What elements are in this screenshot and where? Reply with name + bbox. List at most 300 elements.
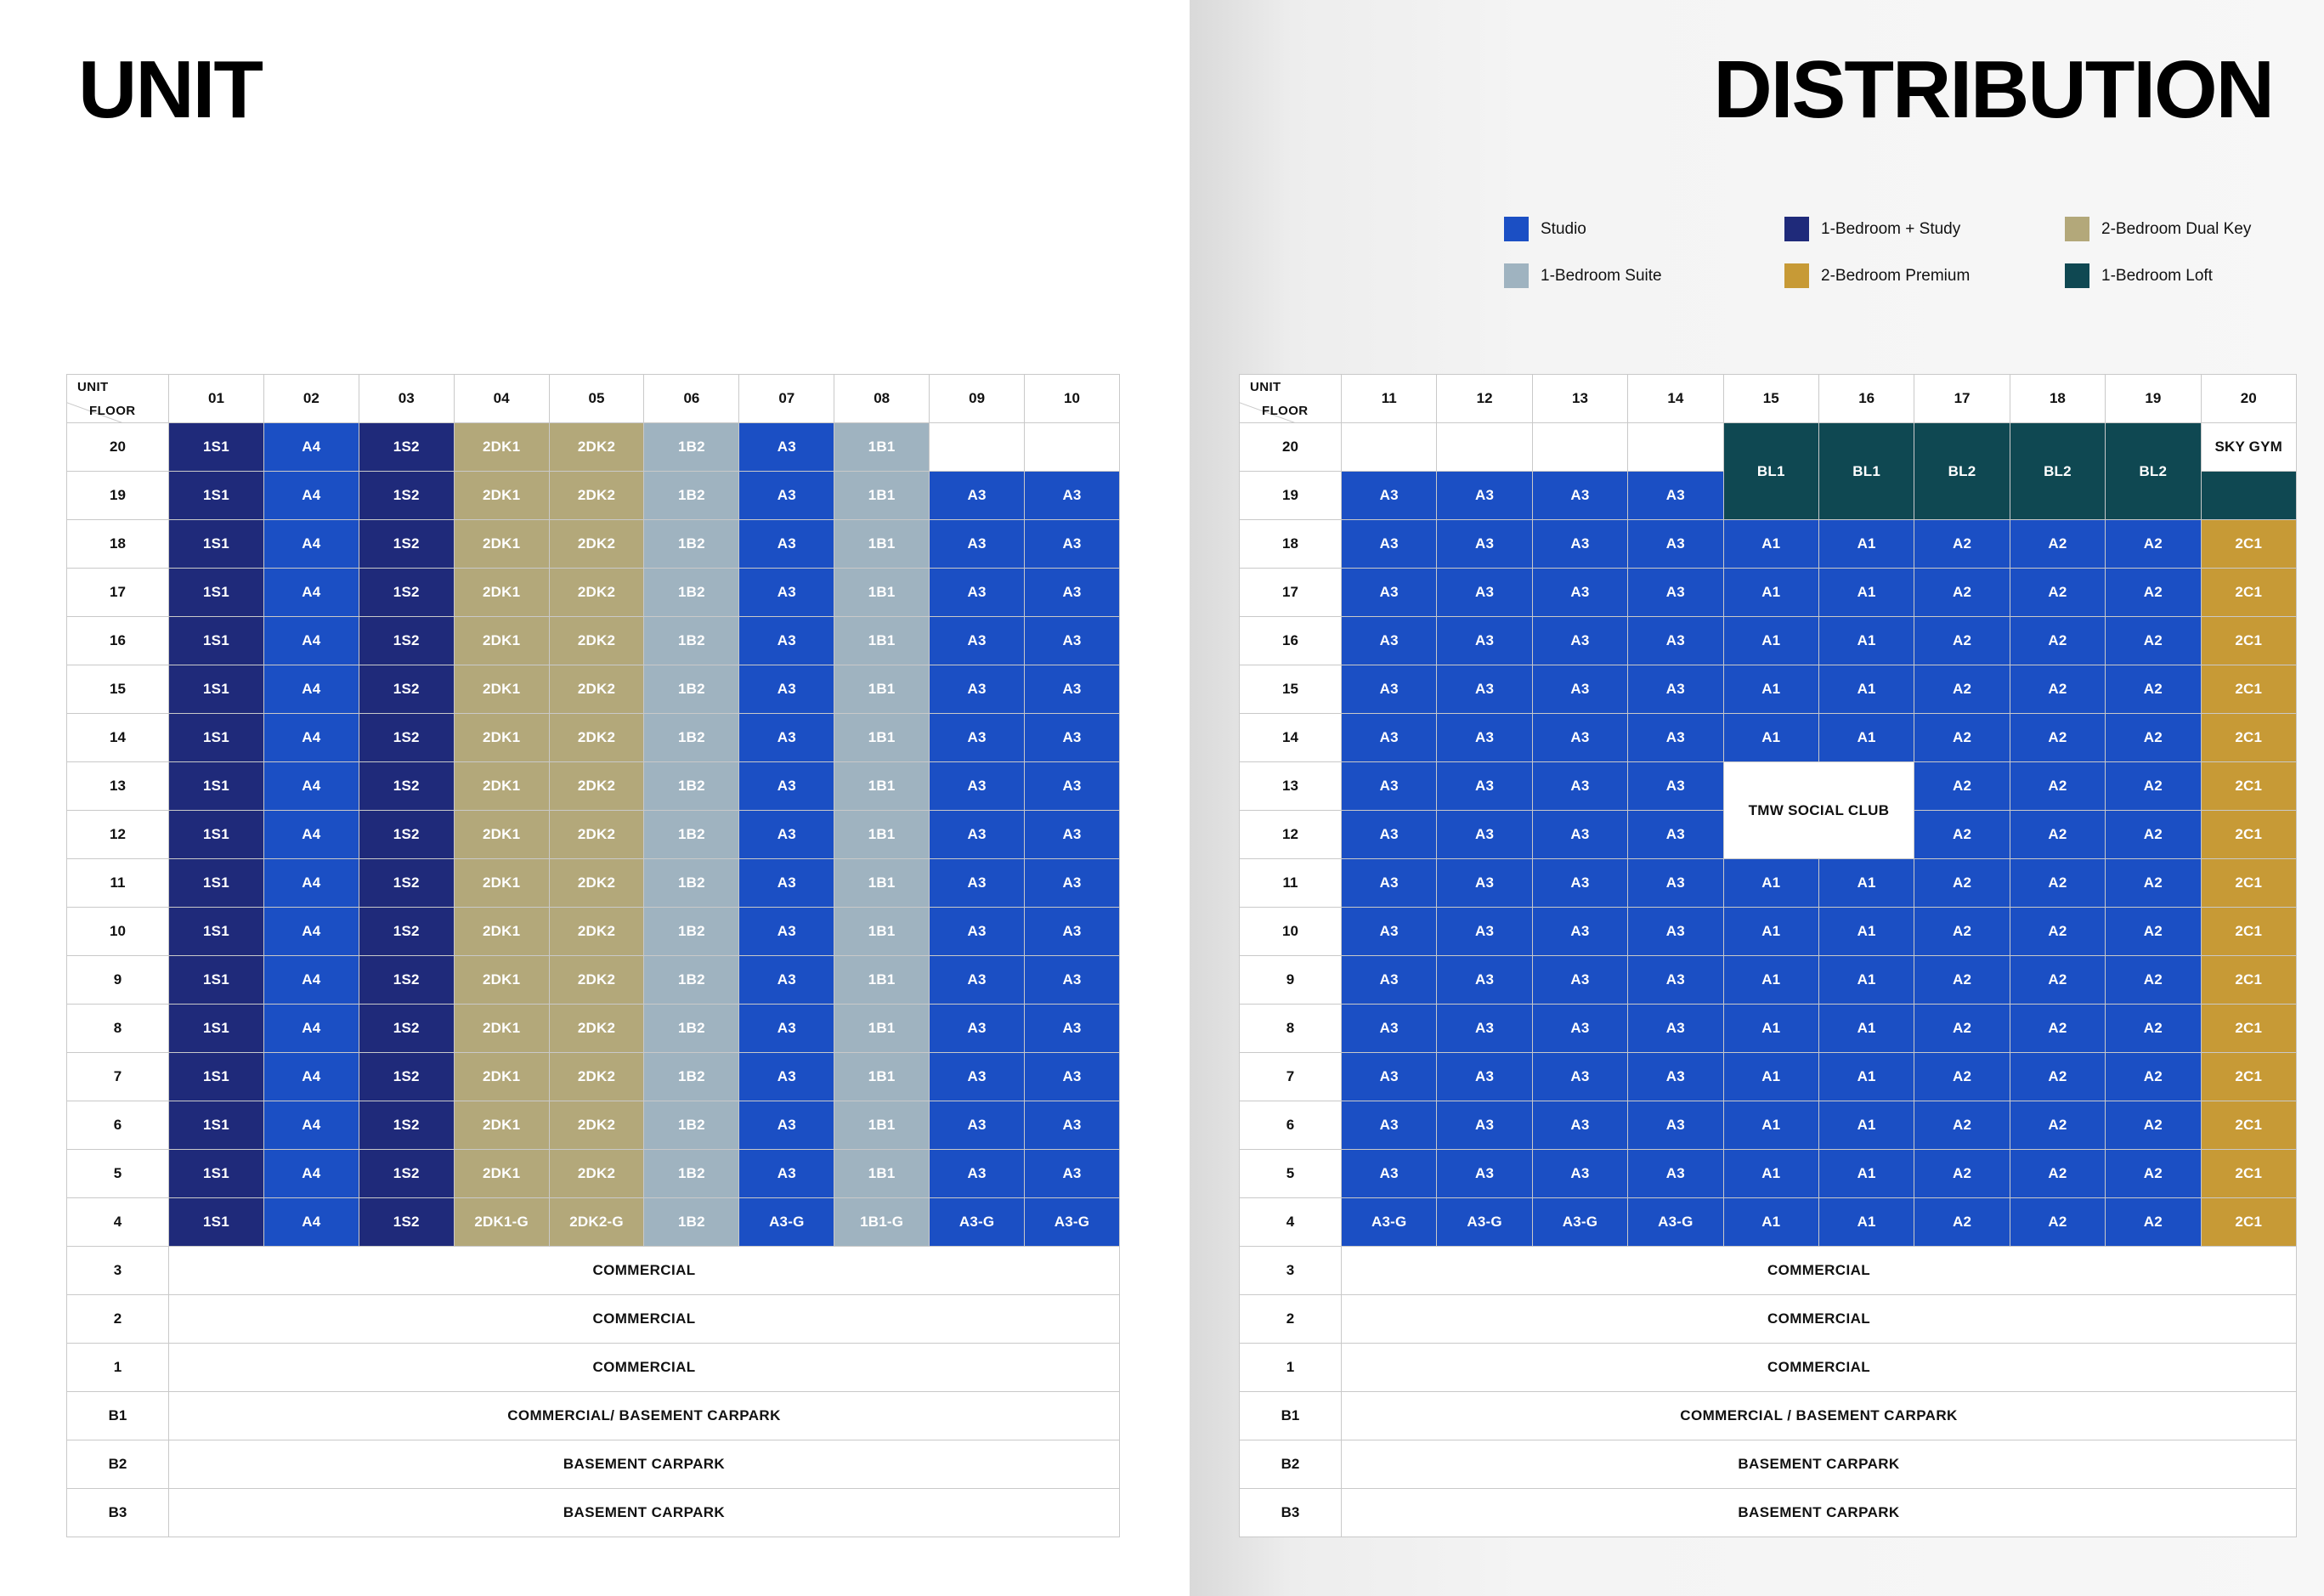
unit-cell-1S1[interactable]: 1S1 xyxy=(169,714,264,762)
unit-cell-A2[interactable]: A2 xyxy=(1914,1005,2010,1053)
unit-cell-A2[interactable]: A2 xyxy=(2106,762,2201,811)
unit-cell-A2[interactable]: A2 xyxy=(1914,665,2010,714)
unit-cell-2DK2[interactable]: 2DK2 xyxy=(549,1101,644,1150)
unit-cell-A2[interactable]: A2 xyxy=(2106,714,2201,762)
unit-cell-A2[interactable]: A2 xyxy=(2106,956,2201,1005)
unit-cell-1B2[interactable]: 1B2 xyxy=(644,1101,739,1150)
unit-cell-A3[interactable]: A3 xyxy=(739,1101,834,1150)
unit-cell-A2[interactable]: A2 xyxy=(2106,617,2201,665)
unit-cell-1B1[interactable]: 1B1 xyxy=(834,569,930,617)
unit-cell-A2[interactable]: A2 xyxy=(2106,569,2201,617)
unit-cell-A3[interactable]: A3 xyxy=(739,569,834,617)
unit-cell-A1[interactable]: A1 xyxy=(1723,617,1818,665)
unit-cell-1S2[interactable]: 1S2 xyxy=(359,811,454,859)
unit-cell-2DK1[interactable]: 2DK1 xyxy=(454,1101,549,1150)
unit-cell-1B1[interactable]: 1B1 xyxy=(834,1053,930,1101)
unit-cell-A1[interactable]: A1 xyxy=(1818,1053,1914,1101)
unit-cell-A3[interactable]: A3 xyxy=(739,811,834,859)
unit-cell-A3[interactable]: A3 xyxy=(1628,472,1723,520)
unit-cell-A1[interactable]: A1 xyxy=(1723,1053,1818,1101)
unit-cell-1S2[interactable]: 1S2 xyxy=(359,762,454,811)
unit-cell-A4[interactable]: A4 xyxy=(263,714,359,762)
unit-cell-A3[interactable]: A3 xyxy=(739,617,834,665)
unit-cell-1S2[interactable]: 1S2 xyxy=(359,908,454,956)
unit-cell-A4[interactable]: A4 xyxy=(263,1053,359,1101)
unit-cell-A3[interactable]: A3 xyxy=(930,714,1025,762)
unit-cell-1S2[interactable]: 1S2 xyxy=(359,665,454,714)
unit-cell-2C1[interactable]: 2C1 xyxy=(2201,956,2296,1005)
unit-cell-A3[interactable]: A3 xyxy=(1437,908,1532,956)
unit-cell-1S2[interactable]: 1S2 xyxy=(359,956,454,1005)
unit-cell-2DK2-G[interactable]: 2DK2-G xyxy=(549,1198,644,1247)
unit-cell-A3[interactable]: A3 xyxy=(1437,569,1532,617)
unit-cell-2DK2[interactable]: 2DK2 xyxy=(549,665,644,714)
unit-cell-2C1[interactable]: 2C1 xyxy=(2201,569,2296,617)
unit-cell-A1[interactable]: A1 xyxy=(1818,617,1914,665)
unit-cell-2DK2[interactable]: 2DK2 xyxy=(549,859,644,908)
unit-cell-A3[interactable]: A3 xyxy=(1628,908,1723,956)
unit-cell-A1[interactable]: A1 xyxy=(1818,956,1914,1005)
unit-cell-A1[interactable]: A1 xyxy=(1818,665,1914,714)
unit-cell-A3[interactable]: A3 xyxy=(1025,1101,1120,1150)
unit-cell-A2[interactable]: A2 xyxy=(2010,617,2105,665)
unit-cell-1B1[interactable]: 1B1 xyxy=(834,859,930,908)
unit-cell-A3[interactable]: A3 xyxy=(1025,472,1120,520)
unit-cell-A1[interactable]: A1 xyxy=(1723,520,1818,569)
unit-cell-A3[interactable]: A3 xyxy=(739,908,834,956)
unit-cell-A3[interactable]: A3 xyxy=(1342,1150,1437,1198)
unit-cell-1S1[interactable]: 1S1 xyxy=(169,811,264,859)
unit-cell-2DK2[interactable]: 2DK2 xyxy=(549,762,644,811)
unit-cell-A3[interactable]: A3 xyxy=(1025,569,1120,617)
unit-cell-A3[interactable]: A3 xyxy=(739,472,834,520)
unit-cell-1B2[interactable]: 1B2 xyxy=(644,423,739,472)
unit-cell-empty[interactable] xyxy=(1532,423,1627,472)
unit-cell-1S2[interactable]: 1S2 xyxy=(359,859,454,908)
unit-cell-2DK2[interactable]: 2DK2 xyxy=(549,1005,644,1053)
unit-cell-A2[interactable]: A2 xyxy=(2010,762,2105,811)
unit-cell-A3[interactable]: A3 xyxy=(1437,1005,1532,1053)
unit-cell-2DK1[interactable]: 2DK1 xyxy=(454,762,549,811)
unit-cell-A3[interactable]: A3 xyxy=(1437,1053,1532,1101)
unit-cell-A3[interactable]: A3 xyxy=(1437,956,1532,1005)
unit-cell-A3[interactable]: A3 xyxy=(1628,762,1723,811)
unit-cell-A3[interactable]: A3 xyxy=(1342,1005,1437,1053)
unit-cell-1S1[interactable]: 1S1 xyxy=(169,1198,264,1247)
unit-cell-empty[interactable] xyxy=(1025,423,1120,472)
unit-cell-A1[interactable]: A1 xyxy=(1818,859,1914,908)
unit-cell-A2[interactable]: A2 xyxy=(2010,520,2105,569)
unit-cell-1S2[interactable]: 1S2 xyxy=(359,1150,454,1198)
unit-cell-A1[interactable]: A1 xyxy=(1723,956,1818,1005)
unit-cell-BL2[interactable]: BL2 xyxy=(1914,423,2010,520)
unit-cell-A2[interactable]: A2 xyxy=(2010,1053,2105,1101)
unit-cell-A1[interactable]: A1 xyxy=(1818,1150,1914,1198)
unit-cell-2DK1[interactable]: 2DK1 xyxy=(454,1005,549,1053)
unit-cell-A1[interactable]: A1 xyxy=(1723,714,1818,762)
unit-cell-A1[interactable]: A1 xyxy=(1723,859,1818,908)
unit-cell-1S1[interactable]: 1S1 xyxy=(169,472,264,520)
unit-cell-A3[interactable]: A3 xyxy=(739,956,834,1005)
unit-cell-A3[interactable]: A3 xyxy=(1437,520,1532,569)
unit-cell-A3[interactable]: A3 xyxy=(930,617,1025,665)
unit-cell-1B2[interactable]: 1B2 xyxy=(644,956,739,1005)
unit-cell-A3[interactable]: A3 xyxy=(1628,956,1723,1005)
unit-cell-1B1[interactable]: 1B1 xyxy=(834,1101,930,1150)
unit-cell-A3[interactable]: A3 xyxy=(1437,811,1532,859)
unit-cell-1B1[interactable]: 1B1 xyxy=(834,1005,930,1053)
unit-cell-A3[interactable]: A3 xyxy=(1025,908,1120,956)
unit-cell-1B2[interactable]: 1B2 xyxy=(644,859,739,908)
unit-cell-A4[interactable]: A4 xyxy=(263,1101,359,1150)
unit-cell-A4[interactable]: A4 xyxy=(263,811,359,859)
unit-cell-1B1[interactable]: 1B1 xyxy=(834,472,930,520)
unit-cell-A4[interactable]: A4 xyxy=(263,1198,359,1247)
unit-cell-A3-G[interactable]: A3-G xyxy=(739,1198,834,1247)
unit-cell-A3[interactable]: A3 xyxy=(1628,1101,1723,1150)
unit-cell-A1[interactable]: A1 xyxy=(1723,665,1818,714)
unit-cell-2DK2[interactable]: 2DK2 xyxy=(549,956,644,1005)
unit-cell-A3[interactable]: A3 xyxy=(1437,1150,1532,1198)
unit-cell-A2[interactable]: A2 xyxy=(1914,762,2010,811)
unit-cell-A2[interactable]: A2 xyxy=(1914,714,2010,762)
unit-cell-A3[interactable]: A3 xyxy=(1628,714,1723,762)
unit-cell-A3[interactable]: A3 xyxy=(739,1053,834,1101)
unit-cell-A3[interactable]: A3 xyxy=(930,1101,1025,1150)
unit-cell-A3[interactable]: A3 xyxy=(1342,811,1437,859)
unit-cell-A1[interactable]: A1 xyxy=(1818,1005,1914,1053)
unit-cell-A3[interactable]: A3 xyxy=(1532,520,1627,569)
unit-cell-2DK1[interactable]: 2DK1 xyxy=(454,665,549,714)
unit-cell-A3[interactable]: A3 xyxy=(930,1005,1025,1053)
unit-cell-A1[interactable]: A1 xyxy=(1818,520,1914,569)
unit-cell-2C1[interactable]: 2C1 xyxy=(2201,714,2296,762)
unit-cell-A2[interactable]: A2 xyxy=(2010,859,2105,908)
unit-cell-1S1[interactable]: 1S1 xyxy=(169,1150,264,1198)
unit-cell-blank[interactable] xyxy=(2201,472,2296,520)
unit-cell-A2[interactable]: A2 xyxy=(1914,520,2010,569)
unit-cell-1B2[interactable]: 1B2 xyxy=(644,908,739,956)
unit-cell-1S2[interactable]: 1S2 xyxy=(359,1198,454,1247)
unit-cell-A2[interactable]: A2 xyxy=(1914,811,2010,859)
unit-cell-A3[interactable]: A3 xyxy=(1532,714,1627,762)
unit-cell-A3[interactable]: A3 xyxy=(739,665,834,714)
unit-cell-A3[interactable]: A3 xyxy=(930,908,1025,956)
unit-cell-1B2[interactable]: 1B2 xyxy=(644,569,739,617)
unit-cell-A1[interactable]: A1 xyxy=(1723,908,1818,956)
unit-cell-A3[interactable]: A3 xyxy=(1532,1053,1627,1101)
unit-cell-A2[interactable]: A2 xyxy=(2106,1150,2201,1198)
unit-cell-A3[interactable]: A3 xyxy=(1342,956,1437,1005)
unit-cell-A3-G[interactable]: A3-G xyxy=(1628,1198,1723,1247)
unit-cell-1B1[interactable]: 1B1 xyxy=(834,908,930,956)
unit-cell-2DK1-G[interactable]: 2DK1-G xyxy=(454,1198,549,1247)
unit-cell-2DK1[interactable]: 2DK1 xyxy=(454,569,549,617)
unit-cell-A3-G[interactable]: A3-G xyxy=(1532,1198,1627,1247)
unit-cell-A4[interactable]: A4 xyxy=(263,617,359,665)
unit-cell-A3[interactable]: A3 xyxy=(1342,908,1437,956)
unit-cell-A1[interactable]: A1 xyxy=(1723,1101,1818,1150)
unit-cell-2DK2[interactable]: 2DK2 xyxy=(549,569,644,617)
unit-cell-A3[interactable]: A3 xyxy=(1025,956,1120,1005)
unit-cell-A4[interactable]: A4 xyxy=(263,665,359,714)
unit-cell-A3[interactable]: A3 xyxy=(1437,617,1532,665)
unit-cell-A3[interactable]: A3 xyxy=(1437,762,1532,811)
unit-cell-A2[interactable]: A2 xyxy=(2106,1198,2201,1247)
unit-cell-A3[interactable]: A3 xyxy=(1437,859,1532,908)
unit-cell-A2[interactable]: A2 xyxy=(2010,811,2105,859)
unit-cell-1B2[interactable]: 1B2 xyxy=(644,811,739,859)
unit-cell-1S1[interactable]: 1S1 xyxy=(169,423,264,472)
unit-cell-A3[interactable]: A3 xyxy=(1532,811,1627,859)
unit-cell-1S1[interactable]: 1S1 xyxy=(169,520,264,569)
unit-cell-2C1[interactable]: 2C1 xyxy=(2201,1005,2296,1053)
unit-cell-empty[interactable] xyxy=(930,423,1025,472)
unit-cell-A4[interactable]: A4 xyxy=(263,472,359,520)
unit-cell-2DK2[interactable]: 2DK2 xyxy=(549,520,644,569)
unit-cell-A2[interactable]: A2 xyxy=(1914,1101,2010,1150)
unit-cell-A1[interactable]: A1 xyxy=(1818,569,1914,617)
unit-cell-1B2[interactable]: 1B2 xyxy=(644,1005,739,1053)
unit-cell-2DK1[interactable]: 2DK1 xyxy=(454,423,549,472)
unit-cell-A3[interactable]: A3 xyxy=(739,520,834,569)
unit-cell-1B2[interactable]: 1B2 xyxy=(644,1150,739,1198)
unit-cell-A3[interactable]: A3 xyxy=(1342,762,1437,811)
unit-cell-A3[interactable]: A3 xyxy=(739,423,834,472)
unit-cell-1S1[interactable]: 1S1 xyxy=(169,569,264,617)
unit-cell-A3[interactable]: A3 xyxy=(1532,908,1627,956)
unit-cell-A3[interactable]: A3 xyxy=(930,665,1025,714)
unit-cell-A2[interactable]: A2 xyxy=(1914,1150,2010,1198)
unit-cell-2DK1[interactable]: 2DK1 xyxy=(454,1150,549,1198)
unit-cell-A3[interactable]: A3 xyxy=(1532,665,1627,714)
unit-cell-A3[interactable]: A3 xyxy=(930,956,1025,1005)
unit-cell-2DK1[interactable]: 2DK1 xyxy=(454,472,549,520)
unit-cell-A2[interactable]: A2 xyxy=(1914,859,2010,908)
unit-cell-A3[interactable]: A3 xyxy=(1025,1150,1120,1198)
unit-cell-A3[interactable]: A3 xyxy=(1342,859,1437,908)
unit-cell-1B1[interactable]: 1B1 xyxy=(834,956,930,1005)
unit-cell-2DK2[interactable]: 2DK2 xyxy=(549,617,644,665)
unit-cell-1S2[interactable]: 1S2 xyxy=(359,1053,454,1101)
unit-cell-A3[interactable]: A3 xyxy=(739,714,834,762)
unit-cell-A2[interactable]: A2 xyxy=(2010,956,2105,1005)
unit-cell-A3[interactable]: A3 xyxy=(1025,1053,1120,1101)
unit-cell-A2[interactable]: A2 xyxy=(2106,665,2201,714)
unit-cell-A1[interactable]: A1 xyxy=(1723,569,1818,617)
unit-cell-A3[interactable]: A3 xyxy=(1437,665,1532,714)
unit-cell-A3[interactable]: A3 xyxy=(1628,569,1723,617)
unit-cell-A1[interactable]: A1 xyxy=(1723,1198,1818,1247)
unit-cell-2DK2[interactable]: 2DK2 xyxy=(549,714,644,762)
unit-cell-A3[interactable]: A3 xyxy=(1532,859,1627,908)
unit-cell-1B1[interactable]: 1B1 xyxy=(834,1150,930,1198)
unit-cell-2C1[interactable]: 2C1 xyxy=(2201,859,2296,908)
unit-cell-A3[interactable]: A3 xyxy=(1025,859,1120,908)
unit-cell-A3[interactable]: A3 xyxy=(1342,665,1437,714)
unit-cell-A3[interactable]: A3 xyxy=(1025,811,1120,859)
unit-cell-A4[interactable]: A4 xyxy=(263,423,359,472)
unit-cell-BL1[interactable]: BL1 xyxy=(1818,423,1914,520)
unit-cell-A3[interactable]: A3 xyxy=(930,1053,1025,1101)
unit-cell-A3[interactable]: A3 xyxy=(1628,859,1723,908)
unit-cell-A2[interactable]: A2 xyxy=(1914,617,2010,665)
unit-cell-A3[interactable]: A3 xyxy=(1025,714,1120,762)
unit-cell-A3-G[interactable]: A3-G xyxy=(1025,1198,1120,1247)
unit-cell-2DK1[interactable]: 2DK1 xyxy=(454,520,549,569)
unit-cell-2DK2[interactable]: 2DK2 xyxy=(549,423,644,472)
unit-cell-A3-G[interactable]: A3-G xyxy=(1437,1198,1532,1247)
unit-cell-A3[interactable]: A3 xyxy=(1437,1101,1532,1150)
unit-cell-1S2[interactable]: 1S2 xyxy=(359,1101,454,1150)
unit-cell-1B1[interactable]: 1B1 xyxy=(834,762,930,811)
unit-cell-2DK2[interactable]: 2DK2 xyxy=(549,1150,644,1198)
unit-cell-A3[interactable]: A3 xyxy=(1532,569,1627,617)
unit-cell-A3-G[interactable]: A3-G xyxy=(930,1198,1025,1247)
unit-cell-A3[interactable]: A3 xyxy=(1025,1005,1120,1053)
unit-cell-2C1[interactable]: 2C1 xyxy=(2201,665,2296,714)
unit-cell-A1[interactable]: A1 xyxy=(1723,1150,1818,1198)
unit-cell-1S1[interactable]: 1S1 xyxy=(169,908,264,956)
unit-cell-1S2[interactable]: 1S2 xyxy=(359,714,454,762)
unit-cell-A3[interactable]: A3 xyxy=(1628,1150,1723,1198)
unit-cell-A3[interactable]: A3 xyxy=(1628,1053,1723,1101)
unit-cell-A1[interactable]: A1 xyxy=(1818,714,1914,762)
unit-cell-A3[interactable]: A3 xyxy=(1025,617,1120,665)
unit-cell-A3[interactable]: A3 xyxy=(1628,811,1723,859)
unit-cell-A4[interactable]: A4 xyxy=(263,859,359,908)
unit-cell-1S1[interactable]: 1S1 xyxy=(169,1053,264,1101)
unit-cell-2C1[interactable]: 2C1 xyxy=(2201,1053,2296,1101)
unit-cell-1B1[interactable]: 1B1 xyxy=(834,811,930,859)
unit-cell-1B1[interactable]: 1B1 xyxy=(834,520,930,569)
unit-cell-1S1[interactable]: 1S1 xyxy=(169,1005,264,1053)
unit-cell-A3[interactable]: A3 xyxy=(1342,714,1437,762)
unit-cell-1S1[interactable]: 1S1 xyxy=(169,665,264,714)
unit-cell-A3[interactable]: A3 xyxy=(1628,665,1723,714)
unit-cell-A3[interactable]: A3 xyxy=(930,472,1025,520)
unit-cell-1B2[interactable]: 1B2 xyxy=(644,1053,739,1101)
unit-cell-A3[interactable]: A3 xyxy=(1025,762,1120,811)
unit-cell-A1[interactable]: A1 xyxy=(1818,1198,1914,1247)
unit-cell-A2[interactable]: A2 xyxy=(2106,908,2201,956)
unit-cell-2C1[interactable]: 2C1 xyxy=(2201,1150,2296,1198)
unit-cell-1S2[interactable]: 1S2 xyxy=(359,520,454,569)
unit-cell-A4[interactable]: A4 xyxy=(263,1005,359,1053)
unit-cell-A2[interactable]: A2 xyxy=(2010,1005,2105,1053)
unit-cell-2C1[interactable]: 2C1 xyxy=(2201,908,2296,956)
unit-cell-2DK1[interactable]: 2DK1 xyxy=(454,714,549,762)
unit-cell-A3[interactable]: A3 xyxy=(1437,472,1532,520)
unit-cell-A2[interactable]: A2 xyxy=(2010,569,2105,617)
unit-cell-1S1[interactable]: 1S1 xyxy=(169,859,264,908)
unit-cell-A2[interactable]: A2 xyxy=(2106,520,2201,569)
unit-cell-1B2[interactable]: 1B2 xyxy=(644,665,739,714)
unit-cell-A3[interactable]: A3 xyxy=(1342,472,1437,520)
unit-cell-2DK1[interactable]: 2DK1 xyxy=(454,1053,549,1101)
unit-cell-A3[interactable]: A3 xyxy=(1532,762,1627,811)
unit-cell-1B1[interactable]: 1B1 xyxy=(834,423,930,472)
unit-cell-A2[interactable]: A2 xyxy=(2010,665,2105,714)
unit-cell-BL1[interactable]: BL1 xyxy=(1723,423,1818,520)
unit-cell-2DK1[interactable]: 2DK1 xyxy=(454,617,549,665)
unit-cell-A4[interactable]: A4 xyxy=(263,569,359,617)
unit-cell-1B2[interactable]: 1B2 xyxy=(644,714,739,762)
unit-cell-1S1[interactable]: 1S1 xyxy=(169,1101,264,1150)
unit-cell-2DK2[interactable]: 2DK2 xyxy=(549,811,644,859)
unit-cell-A2[interactable]: A2 xyxy=(2010,1101,2105,1150)
unit-cell-A3[interactable]: A3 xyxy=(1532,956,1627,1005)
unit-cell-2DK2[interactable]: 2DK2 xyxy=(549,472,644,520)
unit-cell-A3[interactable]: A3 xyxy=(1342,1101,1437,1150)
social-club-cell[interactable]: TMW SOCIAL CLUB xyxy=(1723,762,1914,859)
unit-cell-A3[interactable]: A3 xyxy=(739,1005,834,1053)
unit-cell-2DK1[interactable]: 2DK1 xyxy=(454,811,549,859)
unit-cell-1S2[interactable]: 1S2 xyxy=(359,423,454,472)
sky-gym-cell[interactable]: SKY GYM xyxy=(2201,423,2296,472)
unit-cell-1B1[interactable]: 1B1 xyxy=(834,617,930,665)
unit-cell-A2[interactable]: A2 xyxy=(2106,859,2201,908)
unit-cell-empty[interactable] xyxy=(1342,423,1437,472)
unit-cell-empty[interactable] xyxy=(1437,423,1532,472)
unit-cell-A1[interactable]: A1 xyxy=(1818,908,1914,956)
unit-cell-empty[interactable] xyxy=(1628,423,1723,472)
unit-cell-A2[interactable]: A2 xyxy=(2106,811,2201,859)
unit-cell-1B1[interactable]: 1B1 xyxy=(834,714,930,762)
unit-cell-A3[interactable]: A3 xyxy=(1628,617,1723,665)
unit-cell-2C1[interactable]: 2C1 xyxy=(2201,1101,2296,1150)
unit-cell-1B2[interactable]: 1B2 xyxy=(644,472,739,520)
unit-cell-A4[interactable]: A4 xyxy=(263,908,359,956)
unit-cell-2C1[interactable]: 2C1 xyxy=(2201,617,2296,665)
unit-cell-A2[interactable]: A2 xyxy=(1914,908,2010,956)
unit-cell-A2[interactable]: A2 xyxy=(1914,1198,2010,1247)
unit-cell-A1[interactable]: A1 xyxy=(1818,1101,1914,1150)
unit-cell-A3[interactable]: A3 xyxy=(1342,569,1437,617)
unit-cell-A3[interactable]: A3 xyxy=(1532,1150,1627,1198)
unit-cell-2DK1[interactable]: 2DK1 xyxy=(454,859,549,908)
unit-cell-A2[interactable]: A2 xyxy=(1914,1053,2010,1101)
unit-cell-1S1[interactable]: 1S1 xyxy=(169,956,264,1005)
unit-cell-A2[interactable]: A2 xyxy=(2010,1198,2105,1247)
unit-cell-A4[interactable]: A4 xyxy=(263,956,359,1005)
unit-cell-A4[interactable]: A4 xyxy=(263,762,359,811)
unit-cell-A3[interactable]: A3 xyxy=(1437,714,1532,762)
unit-cell-1B1-G[interactable]: 1B1-G xyxy=(834,1198,930,1247)
unit-cell-A3[interactable]: A3 xyxy=(1025,665,1120,714)
unit-cell-A3[interactable]: A3 xyxy=(930,811,1025,859)
unit-cell-2DK1[interactable]: 2DK1 xyxy=(454,956,549,1005)
unit-cell-1S2[interactable]: 1S2 xyxy=(359,569,454,617)
unit-cell-A2[interactable]: A2 xyxy=(2010,714,2105,762)
unit-cell-A2[interactable]: A2 xyxy=(1914,569,2010,617)
unit-cell-A2[interactable]: A2 xyxy=(2106,1101,2201,1150)
unit-cell-1S1[interactable]: 1S1 xyxy=(169,762,264,811)
unit-cell-1S2[interactable]: 1S2 xyxy=(359,617,454,665)
unit-cell-BL2[interactable]: BL2 xyxy=(2106,423,2201,520)
unit-cell-A3-G[interactable]: A3-G xyxy=(1342,1198,1437,1247)
unit-cell-2C1[interactable]: 2C1 xyxy=(2201,762,2296,811)
unit-cell-1S1[interactable]: 1S1 xyxy=(169,617,264,665)
unit-cell-A3[interactable]: A3 xyxy=(739,859,834,908)
unit-cell-A3[interactable]: A3 xyxy=(1532,617,1627,665)
unit-cell-2DK2[interactable]: 2DK2 xyxy=(549,1053,644,1101)
unit-cell-2C1[interactable]: 2C1 xyxy=(2201,520,2296,569)
unit-cell-A2[interactable]: A2 xyxy=(2010,908,2105,956)
unit-cell-A2[interactable]: A2 xyxy=(2106,1053,2201,1101)
unit-cell-A3[interactable]: A3 xyxy=(1342,617,1437,665)
unit-cell-1S2[interactable]: 1S2 xyxy=(359,1005,454,1053)
